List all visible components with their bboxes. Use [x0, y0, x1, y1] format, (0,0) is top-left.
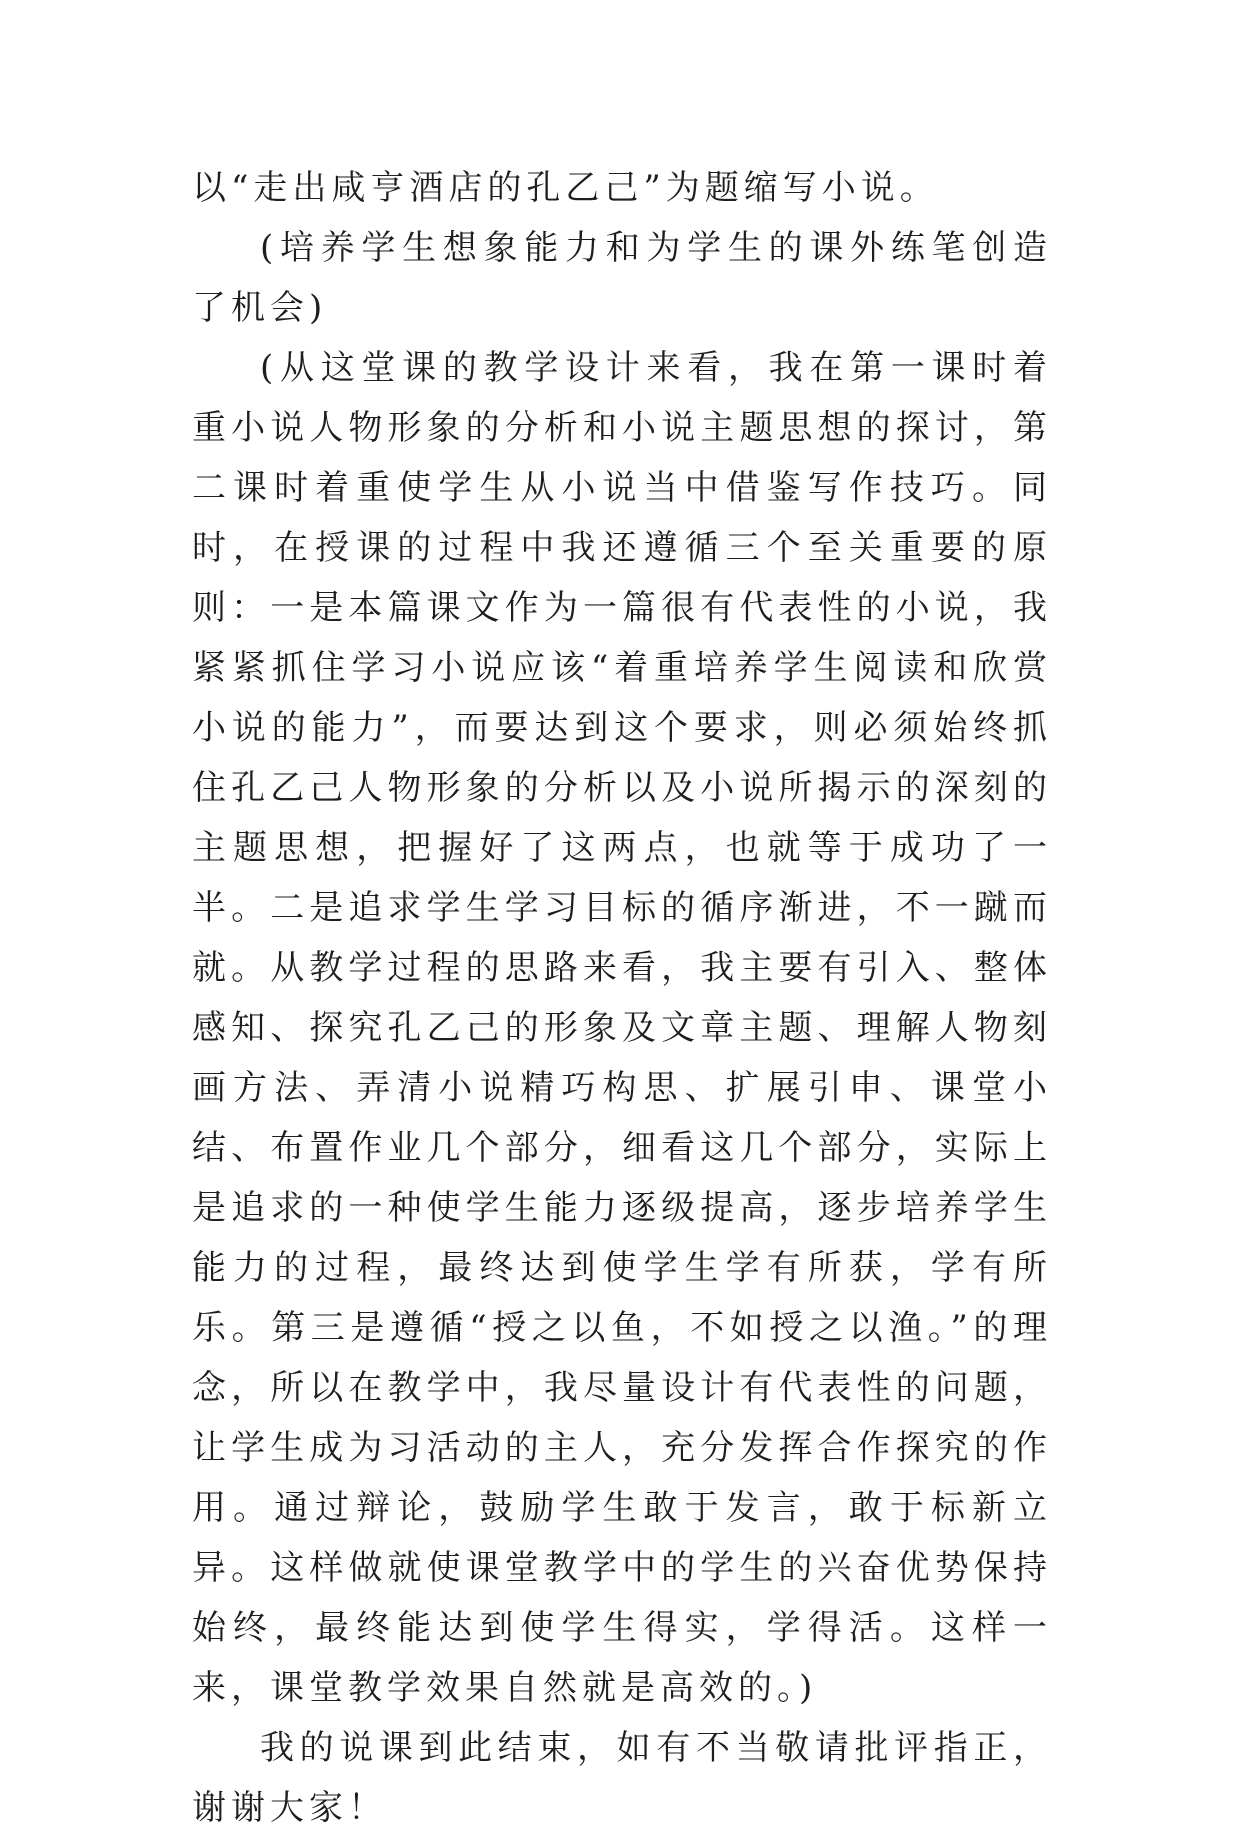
paragraph-purpose-note: (培养学生想象能力和为学生的课外练笔创造了机会) — [192, 228, 1052, 328]
paragraph-task: 以“走出咸亨酒店的孔乙己”为题缩写小说。 — [192, 168, 939, 208]
document-body — [192, 158, 1052, 1838]
paragraph-design-summary: (从这堂课的教学设计来看，我在第一课时着重小说人物形象的分析和小说主题思想的探讨，第二课时着重使学生从小说当中借鉴写作技巧。同时，在授课的过程中我还遵循三个至关重要的原则：一是本篇课文作为一篇很有代表性的小说，我紧紧抓住学习小说应该“着重培养学生阅读和欣赏小说的能力”，而要达到这个要求，则必须始终抓住孔乙己人物形象的分析以及小说所揭示的深刻的主题思想，把握好了这两点，也就等于成功了一半。二是追求学生学习目标的循序渐进，不一蹴而就。从教学过程的思路来看，我主要有引入、整体感知、探究孔乙己的形象及文章主题、理解人物刻画方法、弄清小说精巧构思、扩展引申、课堂小结、布置作业几个部分，细看这几个部分，实际上是追求的一种使学生能力逐级提高，逐步培养学生能力的过程，最终达到使学生学有所获，学有所乐。第三是遵循“授之以鱼，不如授之以渔。”的理念，所以在教学中，我尽量设计有代表性的问题，让学生成为习活动的主人，充分发挥合作探究的作用。通过辩论，鼓励学生敢于发言，敢于标新立异。这样做就使课堂教学中的学生的兴奋优势保持始终，最终能达到使学生得实，学得活。这样一来，课堂教学效果自然就是高效的。) — [192, 348, 1052, 1708]
paragraph-closing: 我的说课到此结束，如有不当敬请批评指正，谢谢大家！ — [192, 1728, 1052, 1828]
